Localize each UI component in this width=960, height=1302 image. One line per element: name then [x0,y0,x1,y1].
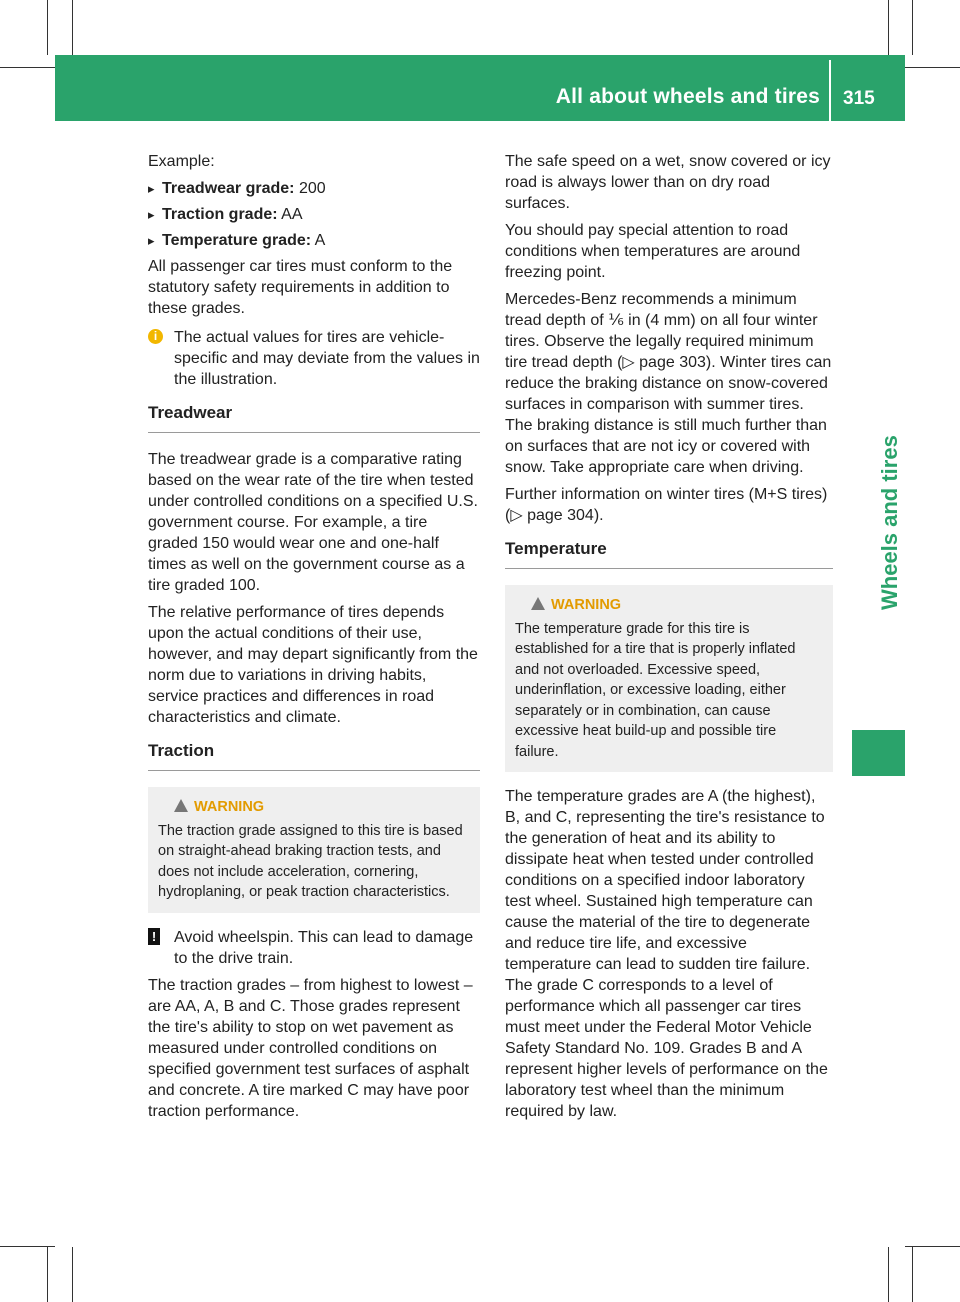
paragraph: All passenger car tires must conform to the statutory safety requirements in addition to these grades. [148,258,453,317]
exclamation-icon: ! [148,928,160,945]
heading-treadwear: Treadwear [148,402,480,433]
warning-heading: WARNING [515,595,823,616]
warning-box [148,787,480,913]
info-icon: i [148,329,163,344]
left-column [148,151,480,1128]
heading-traction: Traction [148,740,480,771]
crop-mark [0,67,55,68]
paragraph: The safe speed on a wet, snow covered or icy road is always lower than on dry road surfaces. [505,153,831,212]
crop-mark [888,0,889,55]
page-number: 315 [843,88,875,109]
heading-temperature: Temperature [505,538,833,569]
right-column [505,151,833,1128]
crop-mark [888,1247,889,1302]
crop-mark [47,1247,48,1302]
paragraph: The relative performance of tires depends upon the actual conditions of their use, however, and may depart significantly from the norm due to variations in driving habits, service practices and differences in road characteristics and climate. [148,604,478,726]
list-item: ▸ Treadwear grade: 200 [148,178,480,199]
paragraph: Further information on winter tires (M+S tires) (▷ page 304). [505,486,828,524]
chapter-tab-label: Wheels and tires [877,435,902,610]
paragraph: You should pay special attention to road conditions when temperatures are around freezing point. [505,222,801,281]
warning-heading: WARNING [158,797,470,818]
warning-text: The temperature grade for this tire is established for a tire that is properly inflated and not overloaded. Excessive speed, underinflation, or excessive loading, either separately or in combination, can cause excessive heat build-up and possible tire failure. [515,620,796,760]
crop-mark [912,0,913,55]
chapter-tab-marker [852,730,905,776]
example-label: Example: [148,153,215,170]
crop-mark [912,1247,913,1302]
crop-mark [47,0,48,55]
warning-box [505,585,833,772]
grade-list [148,178,480,251]
warning-triangle-icon [174,799,188,812]
warning-triangle-icon [531,597,545,610]
info-note: i The actual values for tires are vehicle-specific and may deviate from the values in the illustration. [148,327,480,390]
warning-text: The traction grade assigned to this tire is based on straight-ahead braking traction tests, and does not include acceleration, cornering, hydroplaning, or peak traction characteristics. [158,822,463,900]
list-item: ▸ Traction grade: AA [148,204,480,225]
list-item: ▸ Temperature grade: A [148,230,480,251]
paragraph: The treadwear grade is a comparative rating based on the wear rate of the tire when tested under controlled conditions on a specified U.S. government course. For example, a tire graded 150 would wear one and one-half times as well on the government course as a tire graded 100. [148,451,478,594]
crop-mark [905,1246,960,1247]
section-title: All about wheels and tires [555,85,820,108]
paragraph: The traction grades – from highest to lowest – are AA, A, B and C. Those grades represent the tire's ability to stop on wet pavement as measured under controlled conditions on specified government test surfaces of asphalt and concrete. A tire marked C may have poor traction performance. [148,976,473,1120]
paragraph: Mercedes-Benz recommends a minimum tread depth of ⅙ in (4 mm) on all four winter tires. Observe the legally required minimum tire tread depth (▷ page 303). Winter tires can reduce the braking distance on snow-covered surfaces in comparison with summer tires. The braking distance is still much further than on surfaces that are not icy or covered with snow. Take appropriate care when driving. [505,291,832,476]
paragraph: The temperature grades are A (the highest), B, and C, representing the tire's resistance to the generation of heat and its ability to dissipate heat when tested under controlled conditions on a specified indoor laboratory test wheel. Sustained high temperature can cause the material of the tire to degenerate and reduce tire life, and excessive temperature can lead to sudden tire failure. The grade C corresponds to a level of performance which all passenger car tires must meet under the Federal Motor Vehicle Safety Standard No. 109. Grades B and A represent higher levels of performance on the laboratory test wheel than the minimum required by law. [505,788,828,1120]
crop-mark [905,67,960,68]
header-divider [829,60,831,121]
caution-note: ! Avoid wheelspin. This can lead to damage to the drive train. [148,927,480,969]
crop-mark [72,0,73,55]
crop-mark [72,1247,73,1302]
